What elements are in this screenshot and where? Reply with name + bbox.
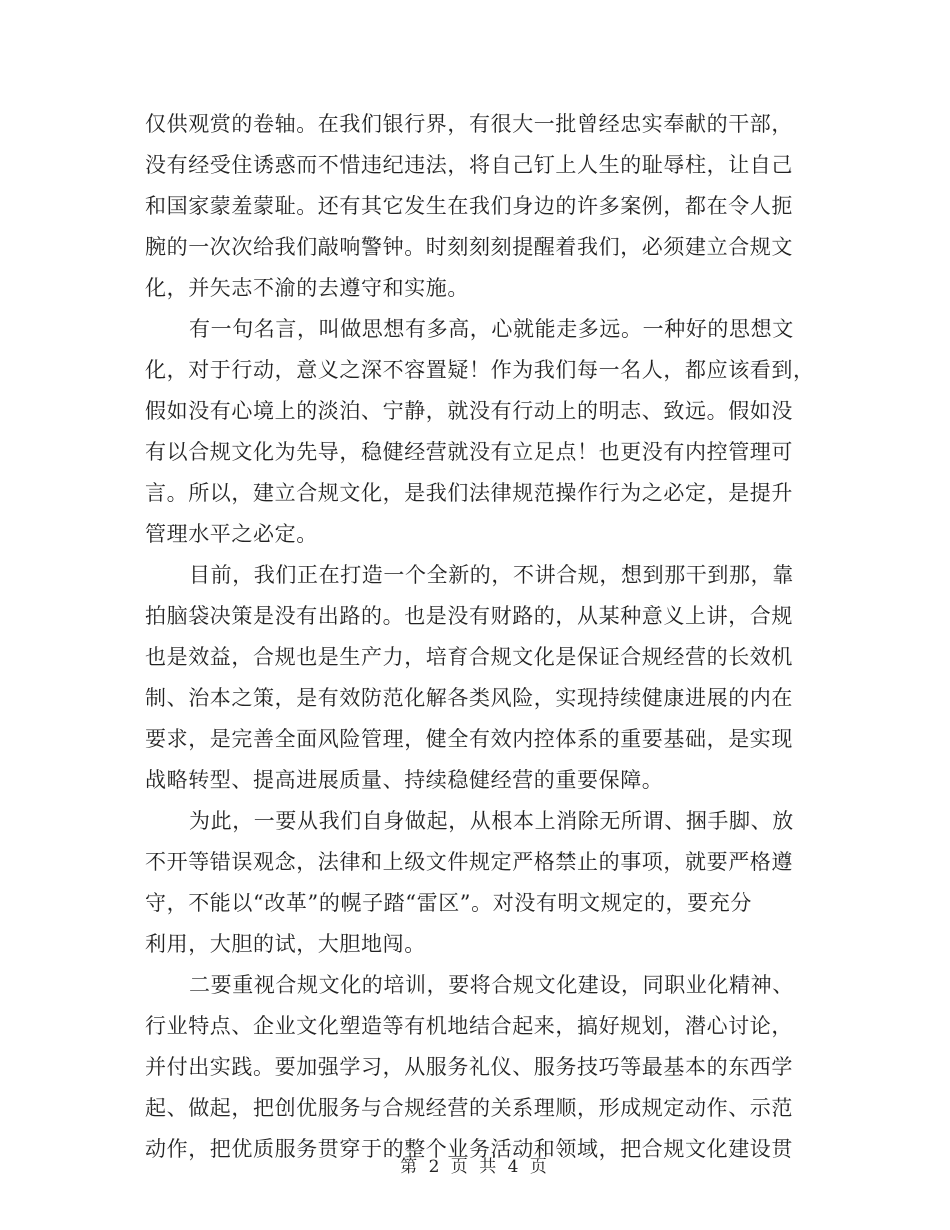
text-line: 腕的一次次给我们敲响警钟。时刻刻刻提醒着我们，必须建立合规文 bbox=[145, 235, 793, 259]
text-line: 制、治本之策，是有效防范化解各类风险，实现持续健康进展的内在 bbox=[145, 686, 793, 710]
text-line: 没有经受住诱惑而不惜违纪违法，将自己钉上人生的耻辱柱，让自己 bbox=[145, 153, 793, 177]
text-line: 动作，把优质服务贯穿于的整个业务活动和领域，把合规文化建设贯 bbox=[145, 1137, 793, 1161]
text-line: 并付出实践。要加强学习，从服务礼仪、服务技巧等最基本的东西学 bbox=[145, 1055, 793, 1079]
document-body bbox=[145, 104, 815, 1170]
paragraph-3 bbox=[145, 555, 815, 801]
text-line: 起、做起，把创优服务与合规经营的关系理顺，形成规定动作、示范 bbox=[145, 1096, 793, 1120]
text-line: 二要重视合规文化的培训，要将合规文化建设，同职业化精神、 bbox=[189, 973, 794, 997]
text-line: 利用，大胆的试，大胆地闯。 bbox=[145, 932, 426, 956]
text-line: 有以合规文化为先导，稳健经营就没有立足点！也更没有内控管理可 bbox=[145, 440, 793, 464]
text-line: 假如没有心境上的淡泊、宁静，就没有行动上的明志、致远。假如没 bbox=[145, 399, 793, 423]
text-line: 拍脑袋决策是没有出路的。也是没有财路的，从某种意义上讲，合规 bbox=[145, 604, 793, 628]
text-line: 仅供观赏的卷轴。在我们银行界，有很大一批曾经忠实奉献的干部， bbox=[145, 112, 793, 136]
paragraph-4 bbox=[145, 801, 815, 965]
text-line: 目前，我们正在打造一个全新的，不讲合规，想到那干到那，靠 bbox=[189, 563, 794, 587]
text-line: 化，对于行动，意义之深不容置疑！作为我们每一名人，都应该看到， bbox=[145, 358, 815, 382]
paragraph-5 bbox=[145, 965, 815, 1170]
text-line: 管理水平之必定。 bbox=[145, 522, 318, 546]
text-line: 守，不能以“改革”的幌子踏“雷区”。对没有明文规定的，要充分 bbox=[145, 891, 752, 915]
text-line: 言。所以，建立合规文化，是我们法律规范操作行为之必定，是提升 bbox=[145, 481, 793, 505]
paragraph-1 bbox=[145, 104, 815, 309]
text-line: 有一句名言，叫做思想有多高，心就能走多远。一种好的思想文 bbox=[189, 317, 794, 341]
text-line: 不开等错误观念，法律和上级文件规定严格禁止的事项，就要严格遵 bbox=[145, 850, 793, 874]
page-number-footer: 第 2 页 共 4 页 bbox=[400, 1157, 550, 1177]
text-line: 战略转型、提高进展质量、持续稳健经营的重要保障。 bbox=[145, 768, 664, 792]
paragraph-2 bbox=[145, 309, 815, 555]
text-line: 行业特点、企业文化塑造等有机地结合起来，搞好规划，潜心讨论， bbox=[145, 1014, 793, 1038]
text-line: 为此，一要从我们自身做起，从根本上消除无所谓、捆手脚、放 bbox=[189, 809, 794, 833]
text-line: 也是效益，合规也是生产力，培育合规文化是保证合规经营的长效机 bbox=[145, 645, 793, 669]
text-line: 要求，是完善全面风险管理，健全有效内控体系的重要基础，是实现 bbox=[145, 727, 793, 751]
text-line: 和国家蒙羞蒙耻。还有其它发生在我们身边的许多案例，都在令人扼 bbox=[145, 194, 793, 218]
text-line: 化，并矢志不渝的去遵守和实施。 bbox=[145, 276, 469, 300]
